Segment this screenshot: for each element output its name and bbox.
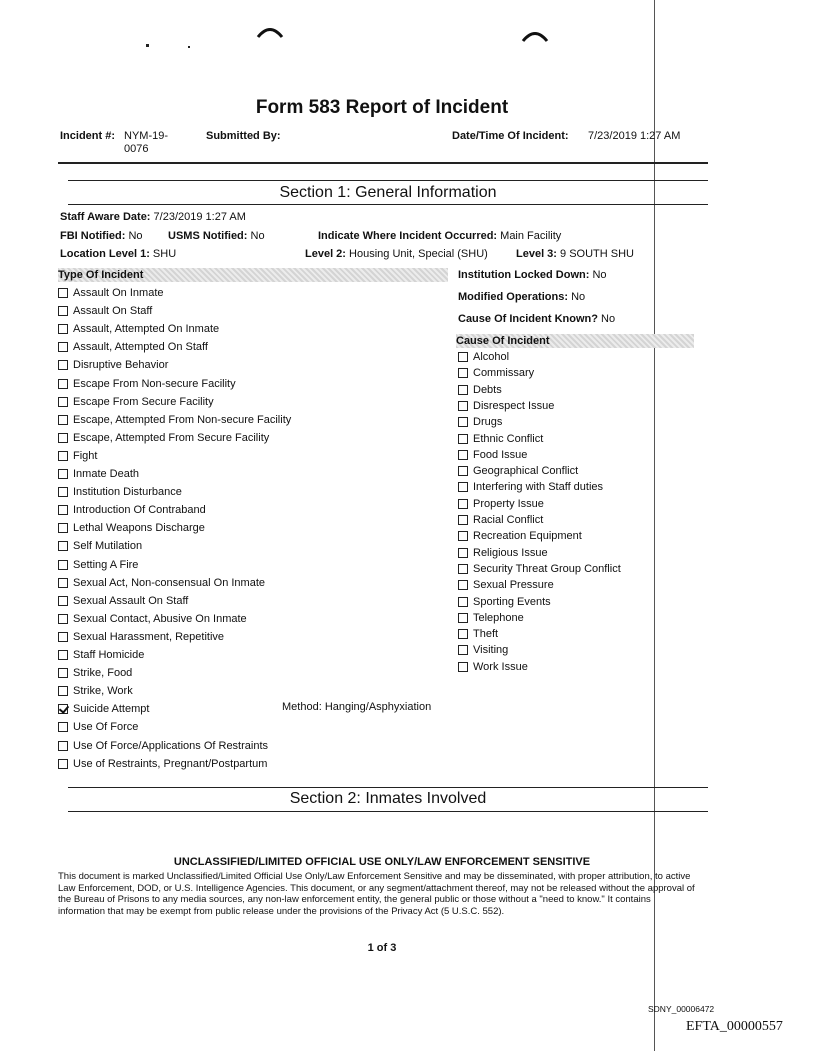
level3-value: 9 SOUTH SHU	[560, 248, 634, 260]
incident-type-checkbox-row[interactable]	[58, 504, 206, 516]
checkbox[interactable]	[58, 397, 68, 407]
cause-label: Ethnic Conflict	[473, 432, 544, 445]
incident-type-checkbox-row[interactable]	[58, 685, 133, 697]
checkbox[interactable]	[58, 650, 68, 660]
incident-type-checkbox-row[interactable]	[58, 631, 224, 643]
incident-type-label: Sexual Harassment, Repetitive	[73, 630, 225, 643]
checkbox[interactable]	[458, 385, 468, 395]
incident-number-value-line1: NYM-19-	[124, 130, 169, 142]
level3-row	[516, 248, 634, 260]
checkbox[interactable]	[58, 288, 68, 298]
cause-label: Alcohol	[473, 351, 510, 363]
checkbox[interactable]	[58, 614, 68, 624]
where-value: Main Facility	[500, 230, 562, 242]
locked-down-label: Institution Locked Down:	[458, 269, 590, 281]
incident-type-checkbox-row[interactable]	[58, 323, 219, 335]
checkbox[interactable]	[58, 469, 68, 479]
incident-type-label: Assault On Inmate	[73, 287, 164, 299]
modified-ops-value: No	[571, 291, 586, 303]
cause-checkbox-row[interactable]	[458, 367, 534, 379]
cause-label: Food Issue	[473, 448, 528, 461]
incident-type-checkbox-row[interactable]	[58, 595, 188, 607]
incident-type-checkbox-row[interactable]	[58, 305, 152, 317]
incident-type-checkbox-row[interactable]	[58, 540, 142, 552]
cause-label: Drugs	[473, 416, 503, 429]
incident-type-label: Assault, Attempted On Staff	[73, 341, 208, 354]
section1-bottom-rule	[68, 204, 708, 205]
checkbox[interactable]	[58, 342, 68, 352]
cause-label: Property Issue	[473, 497, 544, 510]
checkbox[interactable]	[458, 482, 468, 492]
where-row	[318, 230, 561, 242]
datetime-value: 7/23/2019 1:27 AM	[588, 130, 681, 142]
location-level1-row	[60, 248, 176, 260]
checkbox[interactable]	[58, 741, 68, 751]
checkbox[interactable]	[458, 564, 468, 574]
incident-type-label: Introduction Of Contraband	[73, 504, 206, 517]
incident-type-checkbox-row[interactable]	[58, 613, 247, 625]
checkbox[interactable]	[458, 401, 468, 411]
incident-type-label: Assault On Staff	[73, 305, 153, 318]
incident-number-label: Incident #:	[60, 130, 116, 142]
level2-label: Level 2:	[305, 248, 346, 260]
checkbox[interactable]	[458, 515, 468, 525]
incident-type-label: Institution Disturbance	[73, 486, 182, 499]
checkbox[interactable]	[58, 541, 68, 551]
checkbox[interactable]	[458, 450, 468, 460]
checkbox[interactable]	[58, 505, 68, 515]
checkbox[interactable]	[58, 722, 68, 732]
checkbox[interactable]	[458, 466, 468, 476]
locked-down-row	[458, 269, 607, 281]
checkbox[interactable]	[58, 487, 68, 497]
modified-ops-row	[458, 291, 585, 303]
cause-checkbox-row[interactable]	[458, 612, 524, 624]
incident-type-checkbox-row[interactable]	[58, 287, 164, 299]
checkbox[interactable]	[58, 686, 68, 696]
cause-checkbox-row[interactable]	[458, 644, 508, 656]
incident-type-label: Sexual Assault On Staff	[73, 594, 189, 607]
incident-type-label: Use Of Force/Applications Of Restraints	[73, 739, 269, 752]
incident-type-label: Use Of Force	[73, 721, 139, 734]
cause-label: Telephone	[473, 611, 524, 624]
incident-type-label: Sexual Contact, Abusive On Inmate	[73, 612, 247, 625]
checked-checkbox[interactable]	[58, 704, 68, 714]
classification-banner: UNCLASSIFIED/LIMITED OFFICIAL USE ONLY/LAW ENFORCEMENT SENSITIVE	[173, 856, 591, 868]
incident-type-label: Staff Homicide	[73, 649, 145, 661]
checkbox[interactable]	[58, 523, 68, 533]
cause-checkbox-row[interactable]	[458, 547, 548, 559]
cause-label: Sporting Events	[473, 595, 551, 608]
location-level1-label: Location Level 1:	[60, 248, 150, 260]
checkbox[interactable]	[58, 306, 68, 316]
cause-checkbox-row[interactable]	[458, 449, 527, 461]
checkbox[interactable]	[58, 578, 68, 588]
bates-efta: EFTA_00000557	[686, 1019, 783, 1034]
staff-aware-value: 7/23/2019 1:27 AM	[153, 211, 246, 223]
incident-type-label: Assault, Attempted On Inmate	[73, 323, 220, 336]
cause-of-incident-header	[456, 334, 694, 348]
type-of-incident-header	[58, 268, 448, 282]
incident-type-checkbox-row[interactable]	[58, 432, 269, 444]
checkbox[interactable]	[58, 759, 68, 769]
checkbox[interactable]	[58, 433, 68, 443]
cause-checkbox-row[interactable]	[458, 400, 554, 412]
scan-speck	[146, 44, 149, 47]
staff-aware-label: Staff Aware Date:	[60, 211, 151, 223]
punch-hole-mark	[255, 24, 285, 40]
incident-type-label: Sexual Act, Non-consensual On Inmate	[73, 576, 265, 589]
usms-value: No	[250, 230, 265, 242]
checkbox[interactable]	[458, 580, 468, 590]
scan-speck	[188, 46, 190, 48]
checkbox[interactable]	[458, 645, 468, 655]
incident-type-checkbox-row[interactable]	[58, 703, 149, 715]
cause-label: Commissary	[473, 367, 535, 380]
incident-type-label: Self Mutilation	[73, 540, 143, 553]
incident-type-label: Suicide Attempt	[73, 703, 150, 716]
cause-label: Security Threat Group Conflict	[473, 562, 621, 575]
cause-label: Visiting	[473, 644, 509, 657]
incident-type-checkbox-row[interactable]	[58, 414, 291, 426]
checkbox[interactable]	[458, 548, 468, 558]
incident-type-checkbox-row[interactable]	[58, 341, 208, 353]
incident-type-checkbox-row[interactable]	[58, 468, 139, 480]
section2-top-rule	[68, 787, 708, 788]
modified-ops-label: Modified Operations:	[458, 291, 568, 303]
level3-label: Level 3:	[516, 248, 557, 260]
cause-label: Work Issue	[473, 660, 528, 673]
datetime-label: Date/Time Of Incident:	[452, 130, 569, 142]
incident-type-label: Fight	[73, 449, 98, 462]
where-label: Indicate Where Incident Occurred:	[318, 230, 498, 242]
checkbox[interactable]	[458, 417, 468, 427]
incident-type-label: Strike, Work	[73, 685, 133, 698]
incident-type-checkbox-row[interactable]	[58, 378, 236, 390]
incident-type-label: Disruptive Behavior	[73, 359, 169, 372]
incident-type-checkbox-row[interactable]	[58, 577, 265, 589]
checkbox[interactable]	[458, 352, 468, 362]
cause-label: Interfering with Staff duties	[473, 481, 604, 494]
incident-type-checkbox-row[interactable]	[58, 522, 205, 534]
cause-label: Sexual Pressure	[473, 579, 554, 592]
locked-down-value: No	[592, 269, 607, 281]
usms-row	[168, 230, 265, 242]
cause-checkbox-row[interactable]	[458, 563, 621, 575]
checkbox[interactable]	[58, 451, 68, 461]
checkbox[interactable]	[458, 531, 468, 541]
incident-type-checkbox-row[interactable]	[58, 667, 132, 679]
usms-label: USMS Notified:	[168, 230, 248, 242]
checkbox[interactable]	[58, 360, 68, 370]
incident-type-checkbox-row[interactable]	[58, 758, 267, 770]
cause-label: Theft	[473, 628, 499, 641]
checkbox[interactable]	[58, 415, 68, 425]
header-rule	[58, 162, 708, 164]
cause-known-label: Cause Of Incident Known?	[458, 313, 598, 325]
cause-checkbox-row[interactable]	[458, 433, 543, 445]
checkbox[interactable]	[458, 629, 468, 639]
cause-label: Racial Conflict	[473, 514, 544, 526]
incident-type-checkbox-row[interactable]	[58, 721, 138, 733]
cause-checkbox-row[interactable]	[458, 481, 603, 493]
section1-top-rule	[68, 180, 708, 181]
cause-checkbox-row[interactable]	[458, 628, 498, 640]
document-title: Form 583 Report of Incident	[255, 97, 509, 118]
cause-checkbox-row[interactable]	[458, 514, 543, 526]
checkbox[interactable]	[458, 368, 468, 378]
fbi-label: FBI Notified:	[60, 230, 126, 242]
checkbox[interactable]	[458, 613, 468, 623]
cause-label: Debts	[473, 383, 502, 396]
fbi-value: No	[128, 230, 143, 242]
cause-of-incident-label: Cause Of Incident	[456, 335, 550, 347]
incident-type-checkbox-row[interactable]	[58, 559, 138, 571]
cause-checkbox-row[interactable]	[458, 596, 551, 608]
checkbox[interactable]	[458, 434, 468, 444]
checkbox[interactable]	[58, 668, 68, 678]
submitted-by-label: Submitted By:	[206, 130, 281, 142]
checkbox[interactable]	[58, 632, 68, 642]
checkbox[interactable]	[58, 379, 68, 389]
incident-type-checkbox-row[interactable]	[58, 740, 268, 752]
checkbox[interactable]	[58, 560, 68, 570]
incident-type-label: Setting A Fire	[73, 558, 139, 571]
punch-hole-mark	[520, 28, 550, 44]
cause-known-value: No	[601, 313, 616, 325]
incident-type-label: Escape From Non-secure Facility	[73, 377, 236, 390]
incident-type-label: Escape, Attempted From Secure Facility	[73, 431, 270, 444]
cause-label: Religious Issue	[473, 546, 548, 559]
cause-label: Geographical Conflict	[473, 465, 579, 478]
method-label: Method:	[282, 701, 322, 713]
incident-number-value-line2: 0076	[124, 143, 149, 155]
incident-type-checkbox-row[interactable]	[58, 359, 168, 371]
cause-label: Recreation Equipment	[473, 530, 582, 543]
cause-known-row	[458, 313, 615, 325]
dissemination-notice: This document is marked Unclassified/Limited Official Use Only/Law Enforcement Sensitive and may be disseminated, with proper attribution, to active Law Enforcement, DOD, or U.S. Intelligence Agencies. This document, or any segment/attachment thereof, may not be released without the approval of the Bureau of Prisons to any media sources, any non-law enforcement entity, the general public or those without a "need to know." It contains information that may be exempt from public release under the provisions of the Privacy Act (5 U.S.C. 552).	[58, 871, 695, 917]
checkbox[interactable]	[458, 597, 468, 607]
incident-type-label: Strike, Food	[73, 667, 133, 680]
cause-label: Disrespect Issue	[473, 399, 555, 412]
checkbox[interactable]	[458, 662, 468, 672]
cause-checkbox-row[interactable]	[458, 384, 502, 396]
cause-checkbox-row[interactable]	[458, 661, 528, 673]
incident-type-label: Escape, Attempted From Non-secure Facility	[73, 413, 292, 426]
checkbox[interactable]	[58, 324, 68, 334]
page-number: 1 of 3	[367, 942, 397, 954]
section2-title: Section 2: Inmates Involved	[289, 790, 487, 807]
incident-type-checkbox-row[interactable]	[58, 396, 214, 408]
cause-checkbox-row[interactable]	[458, 579, 554, 591]
incident-type-label: Use of Restraints, Pregnant/Postpartum	[73, 757, 268, 770]
fbi-row	[60, 230, 143, 242]
section1-title: Section 1: General Information	[279, 184, 497, 201]
incident-type-checkbox-row[interactable]	[58, 649, 144, 661]
section2-bottom-rule	[68, 811, 708, 812]
level2-value: Housing Unit, Special (SHU)	[349, 248, 488, 260]
staff-aware-row	[60, 211, 246, 223]
incident-type-checkbox-row[interactable]	[58, 450, 97, 462]
checkbox[interactable]	[458, 499, 468, 509]
incident-type-checkbox-row[interactable]	[58, 486, 182, 498]
checkbox[interactable]	[58, 596, 68, 606]
level2-row	[305, 248, 488, 260]
cause-checkbox-row[interactable]	[458, 465, 578, 477]
cause-checkbox-row[interactable]	[458, 498, 544, 510]
type-of-incident-label: Type Of Incident	[58, 269, 144, 281]
incident-type-label: Escape From Secure Facility	[73, 395, 214, 408]
method-row	[282, 701, 431, 713]
incident-type-label: Lethal Weapons Discharge	[73, 522, 205, 535]
incident-type-label: Inmate Death	[73, 468, 140, 480]
cause-checkbox-row[interactable]	[458, 530, 582, 542]
bates-sdny: SDNY_00006472	[648, 1004, 715, 1014]
cause-checkbox-row[interactable]	[458, 416, 502, 428]
method-value: Hanging/Asphyxiation	[324, 701, 432, 713]
cause-checkbox-row[interactable]	[458, 351, 509, 363]
location-level1-value: SHU	[152, 248, 177, 260]
